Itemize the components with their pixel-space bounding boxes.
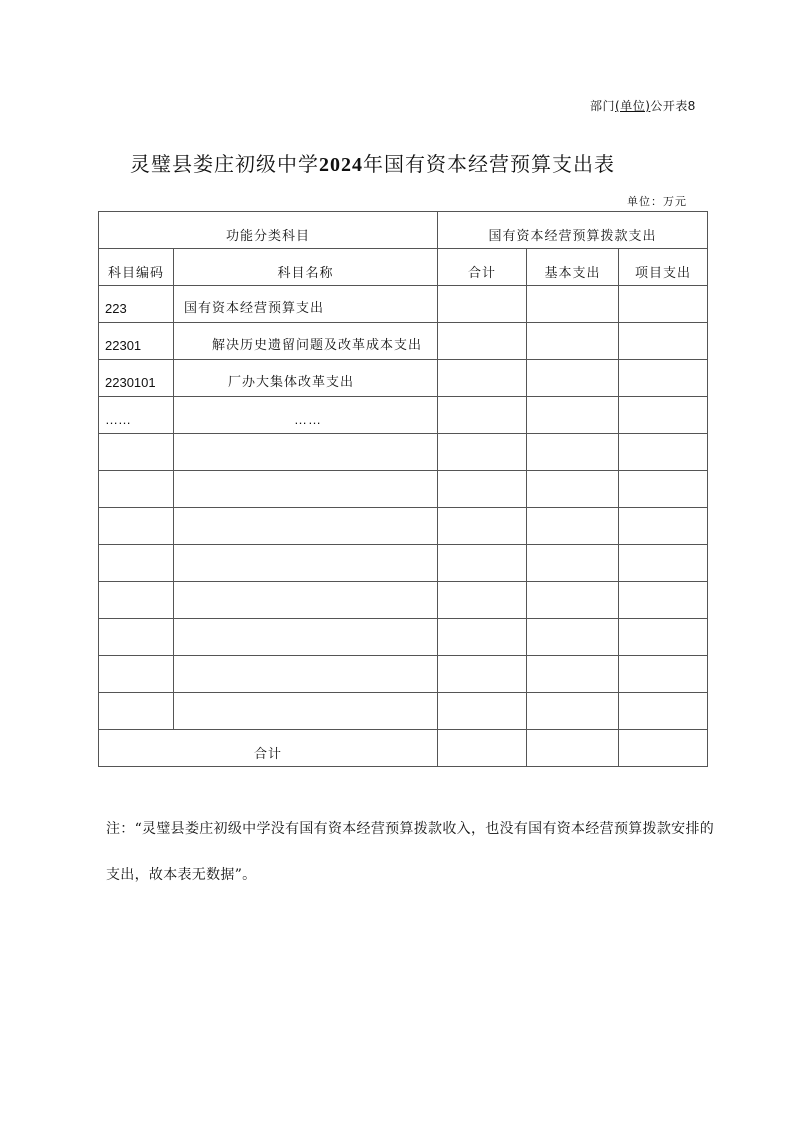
row-code: 22301 bbox=[99, 323, 174, 360]
row-total bbox=[438, 360, 527, 397]
table-row bbox=[99, 360, 708, 397]
table-row-empty bbox=[99, 471, 708, 508]
total-project bbox=[619, 730, 708, 767]
row-basic bbox=[527, 323, 619, 360]
title-year: 2024 bbox=[319, 154, 363, 176]
table-row-empty bbox=[99, 545, 708, 582]
row-total bbox=[438, 323, 527, 360]
row-project bbox=[619, 323, 708, 360]
title-part2: 年国有资本经营预算支出表 bbox=[363, 152, 615, 176]
table-row-empty bbox=[99, 619, 708, 656]
row-name: 解决历史遗留问题及改革成本支出 bbox=[174, 323, 438, 360]
doc-code-prefix: 部门 bbox=[590, 99, 616, 113]
table-column-header-row bbox=[99, 249, 708, 286]
row-total bbox=[438, 397, 527, 434]
doc-code-number: 8 bbox=[687, 98, 696, 113]
table-group-header-row bbox=[99, 212, 708, 249]
group-header-appropriation: 国有资本经营预算拨款支出 bbox=[438, 212, 708, 249]
col-header-total: 合计 bbox=[438, 249, 527, 286]
table-row bbox=[99, 323, 708, 360]
table-row bbox=[99, 397, 708, 434]
row-code: 2230101 bbox=[99, 360, 174, 397]
footnote: 注：“灵璧县娄庄初级中学没有国有资本经营预算拨款收入，也没有国有资本经营预算拨款安排的支出，故本表无数据”。 bbox=[106, 821, 715, 883]
col-header-code: 科目编码 bbox=[99, 249, 174, 286]
doc-code-unit: (单位) bbox=[615, 99, 651, 113]
table-row-empty bbox=[99, 693, 708, 730]
total-amount bbox=[438, 730, 527, 767]
row-basic bbox=[527, 397, 619, 434]
row-code: …… bbox=[99, 397, 174, 434]
total-basic bbox=[527, 730, 619, 767]
col-header-basic: 基本支出 bbox=[527, 249, 619, 286]
page-title bbox=[130, 148, 615, 177]
row-project bbox=[619, 360, 708, 397]
row-basic bbox=[527, 286, 619, 323]
total-label: 合计 bbox=[99, 730, 438, 767]
title-part1: 灵璧县娄庄初级中学 bbox=[130, 152, 319, 176]
table-total-row bbox=[99, 730, 708, 767]
table-row-empty bbox=[99, 508, 708, 545]
table-row bbox=[99, 286, 708, 323]
doc-code-suffix: 公开表 bbox=[650, 99, 688, 113]
row-name: 国有资本经营预算支出 bbox=[174, 286, 438, 323]
table-row-empty bbox=[99, 656, 708, 693]
row-basic bbox=[527, 360, 619, 397]
row-code: 223 bbox=[99, 286, 174, 323]
row-project bbox=[619, 286, 708, 323]
col-header-project: 项目支出 bbox=[619, 249, 708, 286]
table-row-empty bbox=[99, 582, 708, 619]
unit-label: 单位：万元 bbox=[627, 195, 687, 208]
group-header-functional: 功能分类科目 bbox=[99, 212, 438, 249]
row-name: 厂办大集体改革支出 bbox=[174, 360, 438, 397]
row-name: …… bbox=[174, 397, 438, 434]
col-header-name: 科目名称 bbox=[174, 249, 438, 286]
budget-table bbox=[98, 211, 708, 767]
table-row-empty bbox=[99, 434, 708, 471]
document-code bbox=[590, 97, 696, 114]
row-total bbox=[438, 286, 527, 323]
row-project bbox=[619, 397, 708, 434]
